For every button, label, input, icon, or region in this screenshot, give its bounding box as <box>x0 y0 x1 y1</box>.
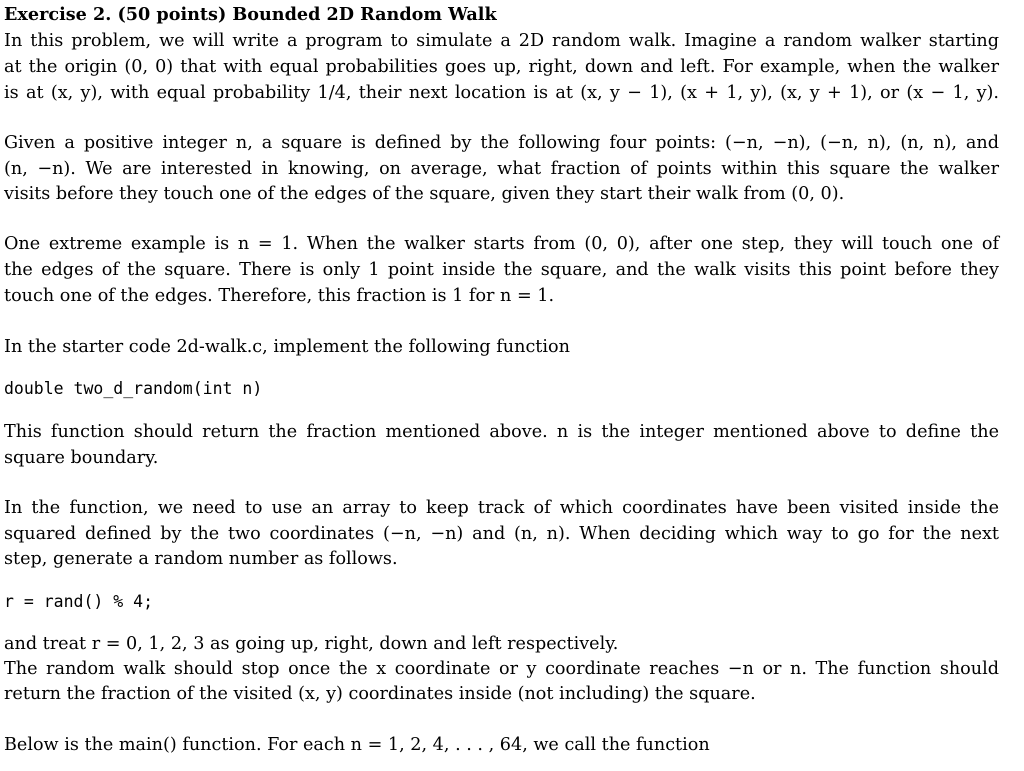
text-line: The random walk should stop once the x coordinate or y coordinate reaches −n or n. The function should <box>4 659 999 679</box>
text-line: touch one of the edges. Therefore, this fraction is 1 for n = 1. <box>4 286 555 306</box>
text-line: One extreme example is n = 1. When the walker starts from (0, 0), after one step, they will touch one of <box>4 234 999 254</box>
exercise-title: Exercise 2. (50 points) Bounded 2D Random Walk <box>4 4 497 25</box>
text-line: (n, −n). We are interested in knowing, on average, what fraction of points within this square the walker <box>4 159 999 179</box>
text-line: at the origin (0, 0) that with equal probabilities goes up, right, down and left. For example, when the walker <box>4 57 999 77</box>
code-function-signature: double two_d_random(int n) <box>4 379 263 398</box>
text-line: squared defined by the two coordinates (−n, −n) and (n, n). When deciding which way to go for the next <box>4 524 999 544</box>
text-line: is at (x, y), with equal probability 1/4, their next location is at (x, y − 1), (x + 1, y), (x, y + 1), or (x − 1, y). <box>4 83 999 103</box>
paragraph-main-function: Below is the main() function. For each n = 1, 2, 4, . . . , 64, we call the function <box>4 735 710 755</box>
text-line: the edges of the square. There is only 1 point inside the square, and the walk visits this point before they <box>4 260 999 280</box>
text-line: and treat r = 0, 1, 2, 3 as going up, right, down and left respectively. <box>4 634 619 654</box>
text-line: In this problem, we will write a program to simulate a 2D random walk. Imagine a random walker starting <box>4 31 999 51</box>
text-line: visits before they touch one of the edges of the square, given they start their walk from (0, 0). <box>4 184 845 204</box>
text-line: square boundary. <box>4 448 159 468</box>
code-random-number: r = rand() % 4; <box>4 592 154 611</box>
text-line: return the fraction of the visited (x, y) coordinates inside (not including) the square. <box>4 684 756 704</box>
paragraph-starter-code: In the starter code 2d-walk.c, implement the following function <box>4 337 570 357</box>
text-line: step, generate a random number as follows. <box>4 549 398 569</box>
text-line: In the function, we need to use an array to keep track of which coordinates have been visited inside the <box>4 498 999 518</box>
text-line: This function should return the fraction mentioned above. n is the integer mentioned above to define the <box>4 422 999 442</box>
text-line: Given a positive integer n, a square is defined by the following four points: (−n, −n), (−n, n), (n, n), and <box>4 133 999 153</box>
